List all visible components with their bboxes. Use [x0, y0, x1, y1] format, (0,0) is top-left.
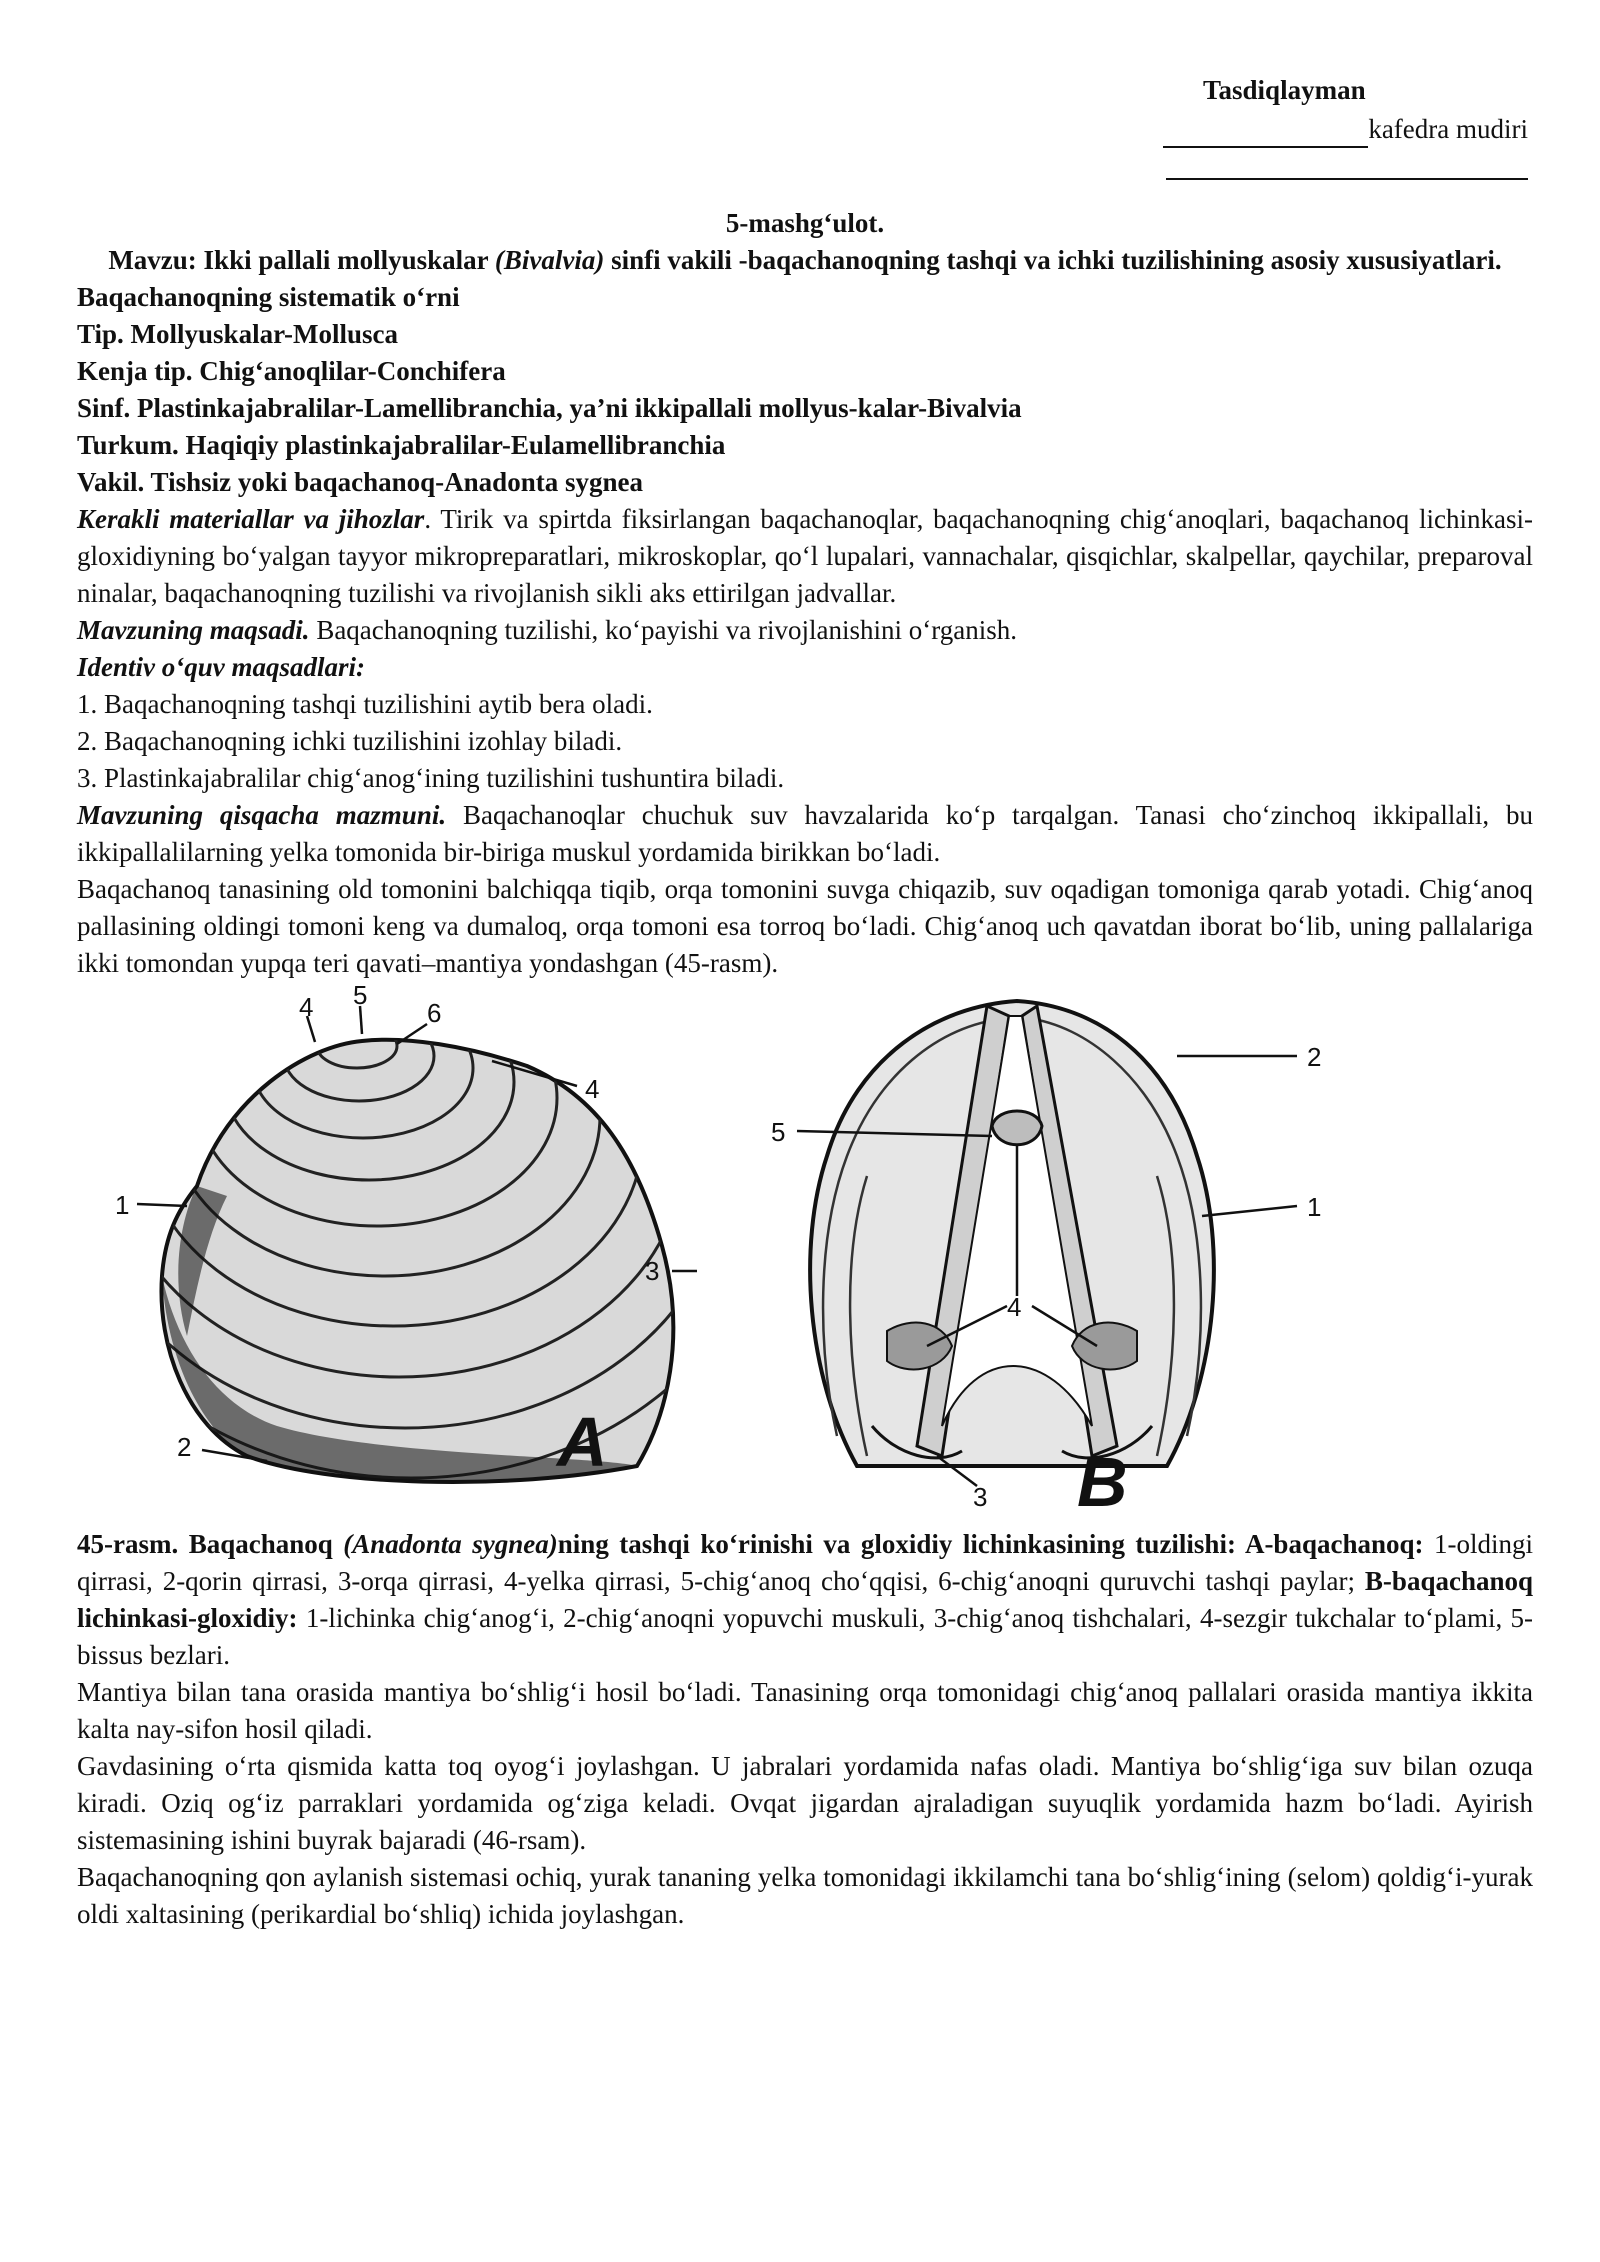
objective-item: 3. Plastinkajabralilar chig‘anog‘ining tuzilishini tushuntira biladi.: [77, 763, 785, 793]
summary-label: Mavzuning qisqacha mazmuni.: [77, 800, 447, 830]
topic-title: [77, 242, 1533, 279]
goal-paragraph: [77, 612, 1533, 649]
objectives-label: Identiv o‘quv maqsadlari:: [77, 652, 365, 682]
figure-letter-a: A: [557, 1403, 608, 1481]
systematics-line: Vakil. Tishsiz yoki baqachanoq-Anadonta sygnea: [77, 467, 643, 497]
figure-letter-b: B: [1077, 1443, 1128, 1511]
approval-block: [1108, 72, 1528, 180]
systematics-heading: Baqachanoqning sistematik o‘rni: [77, 282, 460, 312]
label-a-3: 3: [645, 1256, 660, 1286]
date-line: [1166, 148, 1528, 180]
body-paragraph-1: Mantiya bilan tana orasida mantiya bo‘shlig‘i hosil bo‘ladi. Tanasining orqa tomonidagi chig‘anoq pallalari orasida mantiya ikkita kalta nay-sifon hosil qiladi.: [77, 1677, 1533, 1744]
caption-bold-2: ning tashqi ko‘rinishi va gloxidiy lichinkasining tuzilishi: A-baqachanoq:: [557, 1529, 1424, 1559]
systematics-line: Turkum. Haqiqiy plastinkajabralilar-Eulamellibranchia: [77, 430, 726, 460]
label-a-4-right: 4: [585, 1074, 600, 1104]
label-b-3: 3: [973, 1482, 988, 1511]
caption-bold-3: B-baqachanoq lichinkasi-gloxidiy:: [77, 1566, 1533, 1633]
label-a-5: 5: [353, 986, 368, 1010]
document-body: [77, 205, 1533, 1933]
summary-paragraph-2: Baqachanoq tanasining old tomonini balchiqqa tiqib, orqa tomonini suvga chiqazib, suv oqadigan tomoniga qarab yotadi. Chig‘anoq pallasining oldingi tomoni keng va dumaloq, orqa tomoni esa torroq bo‘ladi. Chig‘anoq uch qavatdan iborat bo‘lib, uning pallalariga ikki tomondan yupqa teri qavati–mantiya yondashgan (45-rasm).: [77, 874, 1533, 978]
goal-text: Baqachanoqning tuzilishi, ko‘payishi va rivojlanishini o‘rganish.: [309, 615, 1017, 645]
label-a-2: 2: [177, 1432, 192, 1462]
objective-item: 2. Baqachanoqning ichki tuzilishini izohlay biladi.: [77, 726, 623, 756]
approval-title: Tasdiqlayman: [1203, 75, 1366, 105]
caption-text-2: 1-lichinka chig‘anog‘i, 2-chig‘anoqni yopuvchi muskuli, 3-chig‘anoq tishchalari, 4-sezgir tukchalar to‘plami, 5-bissus bezlari.: [77, 1603, 1533, 1670]
caption-text-1: 1-oldingi qirrasi, 2-qorin qirrasi, 3-orqa qirrasi, 4-yelka qirrasi, 5-chig‘anoq cho‘qqisi, 6-chig‘anoqni quruvchi tashqi paylar;: [77, 1529, 1533, 1596]
systematics-line: Tip. Mollyuskalar-Mollusca: [77, 319, 399, 349]
caption-bold-1: 45-rasm. Baqachanoq: [77, 1529, 344, 1559]
label-a-6: 6: [427, 998, 442, 1028]
topic-suffix: sinfi vakili -baqachanoqning tashqi va ichki tuzilishining asosiy xususiyatlari.: [604, 245, 1502, 275]
materials-text: . Tirik va spirtda fiksirlangan baqachanoqlar, baqachanoqning chig‘anoqlari, baqachanoq lichinkasi-gloxidiyning bo‘yalgan tayyor mikropreparatlari, mikroskoplar, qo‘l lupalari, vannachalar, qisqichlar, skalpellar, qaychilar, preparoval ninalar, baqachanoqning tuzilishi va rivojlanish sikli aks ettirilgan jadvallar.: [77, 504, 1533, 608]
goal-label: Mavzuning maqsadi.: [77, 615, 310, 645]
signature-line: [1163, 118, 1368, 148]
figure-45: [77, 986, 1533, 1514]
body-paragraph-2: Gavdasining o‘rta qismida katta toq oyog‘i joylashgan. U jabralari yordamida nafas oladi. Mantiya bo‘shlig‘iga suv bilan ozuqa kiradi. Oziq og‘iz parraklari yordamida og‘ziga keladi. Ovqat jigardan ajraladigan suyuqlik yordamida hazm bo‘ladi. Ayirish sistemasining ishini buyrak bajaradi (46-rsam).: [77, 1751, 1533, 1855]
label-a-4-top: 4: [299, 992, 314, 1022]
shell-illustration-a: [77, 986, 697, 1511]
label-b-1: 1: [1307, 1192, 1322, 1222]
summary-paragraph: [77, 797, 1533, 871]
lesson-number: 5-mashg‘ulot.: [725, 208, 885, 238]
label-b-5: 5: [771, 1117, 786, 1147]
systematics-line: Kenja tip. Chig‘anoqlilar-Conchifera: [77, 356, 506, 386]
materials-paragraph: [77, 501, 1533, 612]
objective-item: 1. Baqachanoqning tashqi tuzilishini aytib bera oladi.: [77, 689, 653, 719]
approval-role: kafedra mudiri: [1368, 114, 1528, 144]
body-paragraph-3: Baqachanoqning qon aylanish sistemasi ochiq, yurak tananing yelka tomonidagi ikkilamchi tana bo‘shlig‘ining (selom) qoldig‘i-yurak oldi xaltasining (perikardial bo‘shliq) ichida joylashgan.: [77, 1862, 1533, 1929]
materials-label: Kerakli materiallar va jihozlar: [77, 504, 425, 534]
byssus-gland: [992, 1111, 1042, 1145]
summary-text: Baqachanoqlar chuchuk suv havzalarida ko‘p tarqalgan. Tanasi cho‘zinchoq ikkipallali, bu ikkipallalilarning yelka tomonida bir-biriga muskul yordamida birikkan bo‘ladi.: [77, 800, 1534, 867]
label-b-2: 2: [1307, 1042, 1322, 1072]
label-b-4: 4: [1007, 1292, 1022, 1322]
figure-caption: [77, 1526, 1533, 1674]
topic-italic: (Bivalvia): [494, 245, 605, 275]
topic-prefix: Mavzu: Ikki pallali mollyuskalar: [108, 245, 495, 275]
systematics-line: Sinf. Plastinkajabralilar-Lamellibranchia, ya’ni ikkipallali mollyus-kalar-Bivalvia: [77, 393, 1022, 423]
approval-role-line: [1108, 111, 1528, 148]
label-a-1: 1: [115, 1190, 130, 1220]
glochidium-illustration-b: [737, 986, 1497, 1511]
caption-bold-italic: (Anadonta sygnea): [343, 1529, 558, 1559]
